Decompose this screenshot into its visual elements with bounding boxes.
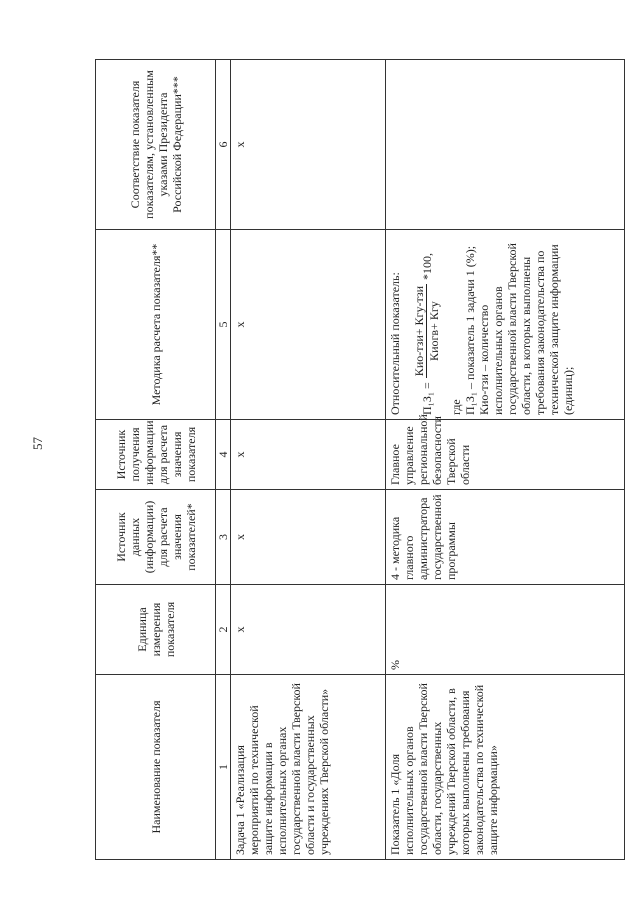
- task-cell-info-source: x: [231, 420, 386, 490]
- header-compliance: Соответствие показателя показателям, установленным указами Президента Российской Федерации***: [96, 60, 216, 230]
- formula-multiplier: *100,: [419, 252, 434, 280]
- task-cell-compliance: x: [231, 60, 386, 230]
- method-p1: П₁З₁ – показатель 1 задачи 1 (%);: [463, 245, 477, 415]
- task-name: Задача 1 «Реализация мероприятий по технической защите информации в исполнительных органах государственной власти Тверской области и государственных учреждениях Тверской области»: [231, 675, 386, 860]
- indicator-info-source: Главное управление региональной безопасности Тверской области: [386, 420, 625, 490]
- task-cell-method: x: [231, 230, 386, 420]
- method-p2: Кио-тзи – количество исполнительных органов государственной власти Тверской области, в которых выполнены требования законодательства по технической защите информации (единиц);: [477, 243, 575, 415]
- indicator-compliance: [386, 60, 625, 230]
- indicators-table: [95, 59, 625, 860]
- indicator-name: Показатель 1 «Доля исполнительных органов государственной власти Тверской области, государственных учреждений Тверской области, в которых выполнены требования законодательства по технической защите информации»: [386, 675, 625, 860]
- page-number: 57: [30, 437, 45, 450]
- formula-denominator: Киогв+ Кгу: [427, 301, 441, 361]
- column-number: 2: [216, 585, 231, 675]
- task-cell-unit: x: [231, 585, 386, 675]
- formula-fraction: [412, 284, 441, 378]
- header-indicator-name: Наименование показателя: [96, 675, 216, 860]
- indicator-method: [386, 230, 625, 420]
- header-method: Методика расчета показателя**: [96, 230, 216, 420]
- indicator-row: [386, 60, 625, 860]
- column-number: 6: [216, 60, 231, 230]
- header-row: [96, 60, 216, 860]
- method-where: где: [449, 399, 463, 415]
- column-number: 1: [216, 675, 231, 860]
- header-info-source: Источник получения информации для расчета значения показателя: [96, 420, 216, 490]
- indicator-unit: %: [386, 585, 625, 675]
- rotated-table-wrapper: [95, 60, 625, 860]
- header-data-source: Источник данных (информации) для расчета значения показателей*: [96, 490, 216, 585]
- header-unit: Единица измерения показателя: [96, 585, 216, 675]
- column-number: 3: [216, 490, 231, 585]
- task-cell-data-source: x: [231, 490, 386, 585]
- formula-lhs: П₁З₁ =: [419, 382, 434, 415]
- indicator-data-source: 4 - методика главного администратора государственной программы: [386, 490, 625, 585]
- column-number: 5: [216, 230, 231, 420]
- method-formula: [412, 234, 441, 415]
- formula-numerator: Кио-тзи+ Кгу-тзи: [412, 285, 426, 377]
- method-intro: Относительный показатель:: [388, 272, 402, 415]
- task-row: [231, 60, 386, 860]
- column-number: 4: [216, 420, 231, 490]
- column-number-row: [216, 60, 231, 860]
